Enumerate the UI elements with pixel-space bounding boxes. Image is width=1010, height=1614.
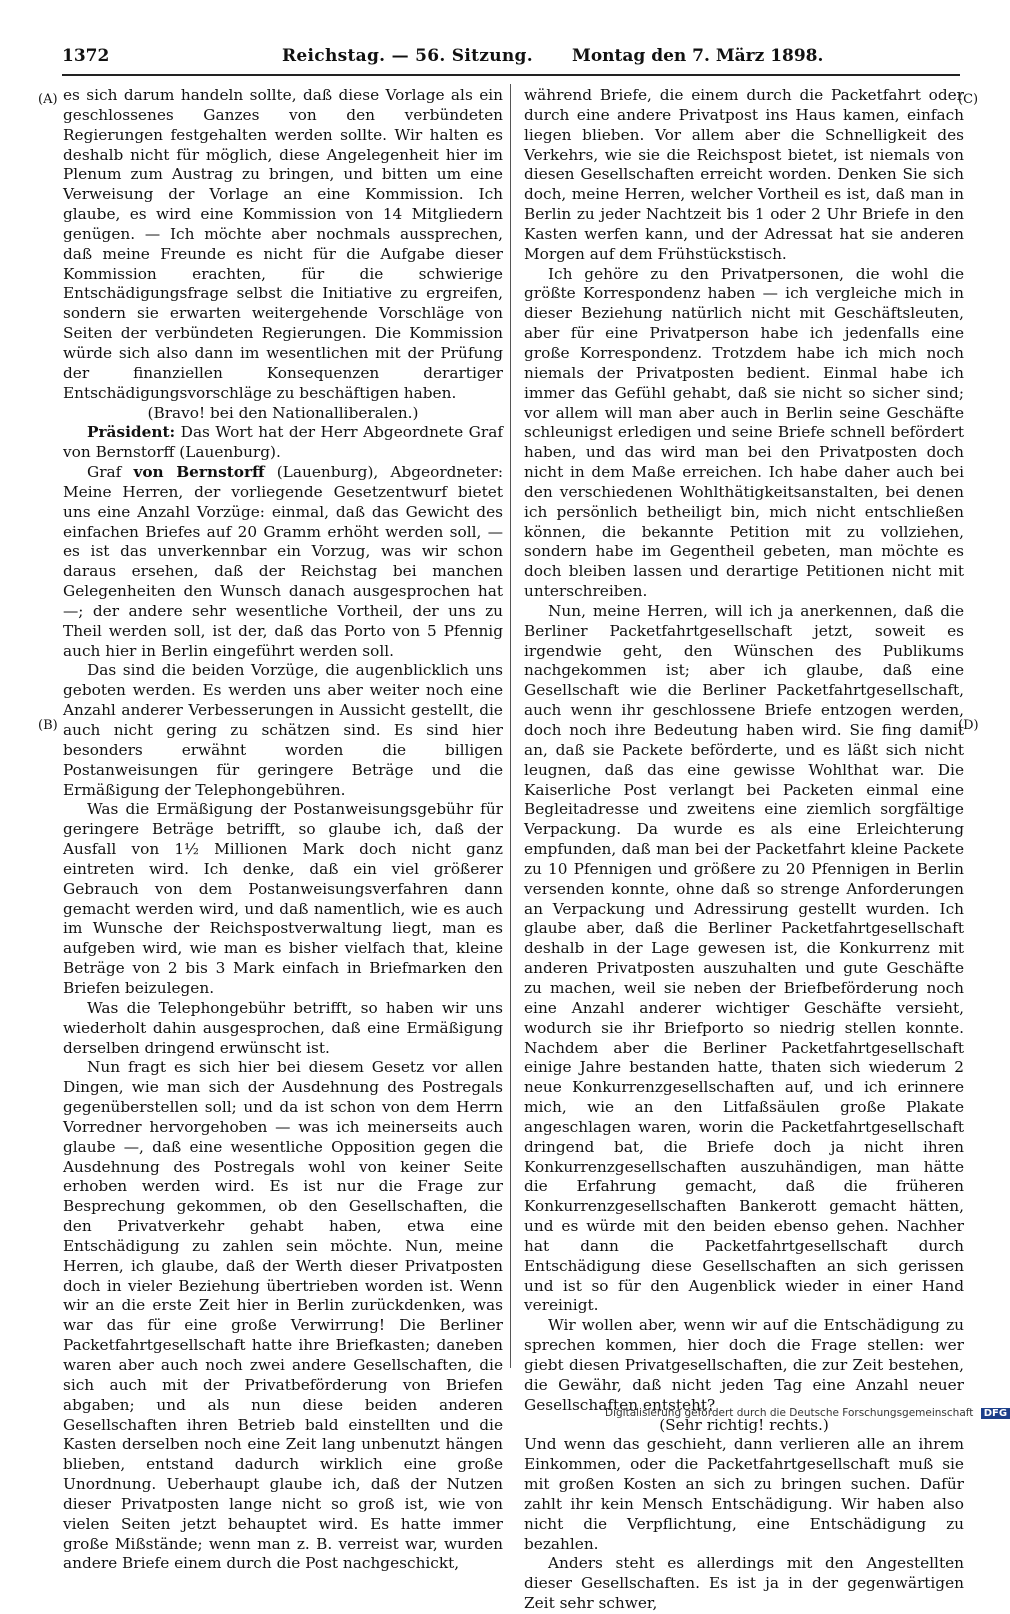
- header-rule: [62, 74, 960, 76]
- paragraph: während Briefe, die einem durch die Packetfahrt oder durch eine andere Privatpost ins Haus kamen, einfach liegen blieben. Vor allem aber die Schnelligkeit des Verkehrs, wie sie die Reichspost bietet, ist niemals von diesen Gesellschaften erreicht worden. Denken Sie sich doch, meine Herren, welcher Vortheil es ist, daß man in Berlin zu jeder Nachtzeit bis 1 oder 2 Uhr Briefe in den Kasten werfen kann, und der Adressat hat sie anderen Morgen auf dem Frühstückstisch.: [524, 86, 964, 263]
- paragraph: Nun, meine Herren, will ich ja anerkennen, daß die Berliner Packetfahrtgesellschaft jetzt, soweit es irgendwie geht, den Wünschen des Publikums nachgekommen ist; aber ich glaube, daß eine Gesellschaft wie die Berliner Packetfahrtgesellschaft, auch wenn ihr geschlossene Briefe entzogen werden, doch noch ihre Bedeutung haben wird. Sie fing damit an, daß sie Packete beförderte, und es läßt sich nicht leugnen, daß das eine gewisse Wohlthat war. Die Kaiserliche Post verlangt bei Packeten einmal eine Begleitadresse und zweitens eine ziemlich sorgfältige Verpackung. Da wurde es als eine Erleichterung empfunden, daß man bei der Packetfahrt kleine Packete zu 10 Pfennigen und größere zu 20 Pfennigen in Berlin versenden konnte, ohne daß so strenge Anforderungen an Verpackung und Adressirung gestellt wurden. Ich glaube aber, daß die Berliner Packetfahrtgesellschaft deshalb in der Lage gewesen ist, die Konkurrenz mit anderen Privatposten auszuhalten und gute Geschäfte zu machen, weil sie neben der Briefbeförderung noch eine Anzahl anderer wichtiger Geschäfte versieht, wodurch sie ihr Briefporto so niedrig stellen konnte. Nachdem aber die Berliner Packetfahrtgesellschaft einige Jahre bestanden hatte, thaten sich wiederum 2 neue Konkurrenzgesellschaften auf, und ich erinnere mich, wie an den Litfaßsäulen große Plakate angeschlagen waren, worin die Packetfahrtgesellschaft dringend bat, die Briefe doch ja nicht ihren Konkurrenzgesellschaften auszuhändigen, man hätte die Erfahrung gemacht, daß die früheren Konkurrenzgesellschaften Bankerott gemacht hätten, und es würde mit den beiden ebenso gehen. Nachher hat dann die Packetfahrtgesellschaft durch Entschädigung diese Gesellschaften an sich gerissen und ist so für den Augenblick wieder in einer Hand vereinigt.: [524, 601, 964, 1315]
- paragraph: Ich gehöre zu den Privatpersonen, die wohl die größte Korrespondenz haben — ich vergleiche mich in dieser Beziehung natürlich nicht mit Geschäftsleuten, aber für eine Privatperson habe ich jedenfalls eine große Korrespondenz. Trotzdem habe ich mich noch niemals der Privatposten bedient. Einmal habe ich immer das Gefühl gehabt, daß sie nicht so sicher sind; vor allem will man aber auch in Berlin seine Geschäfte schleunigst erledigen und seine Briefe schnell befördert haben, und das wird man bei den Privatposten doch nicht in dem Maße erreichen. Ich habe daher auch bei den verschiedenen Wohlthätigkeitsanstalten, bei denen ich persönlich betheiligt bin, mich nicht entschließen können, die bekannte Petition mit zu vollziehen, sondern habe im Gegentheil gebeten, man möchte es doch bleiben lassen und derartige Petitionen nicht mit unterschreiben.: [524, 264, 964, 601]
- paragraph: Anders steht es allerdings mit den Angestellten dieser Gesellschaften. Es ist ja in der gegenwärtigen Zeit sehr schwer,: [524, 1554, 964, 1613]
- margin-mark-d: (D): [958, 718, 979, 733]
- paragraph: Wir wollen aber, wenn wir auf die Entschädigung zu sprechen kommen, hier doch die Frage stellen: wer giebt diesen Privatgesellschaften, die zur Zeit bestehen, die Gewähr, daß nicht jeden Tag eine Anzahl neuer Gesellschaften entsteht?: [524, 1316, 964, 1414]
- margin-mark-a: (A): [38, 92, 58, 107]
- paragraph: Nun fragt es sich hier bei diesem Gesetz vor allen Dingen, wie man sich der Ausdehnung des Postregals gegenüberstellen soll; und da ist schon von dem Herrn Vorredner hervorgehoben — was ich meinerseits auch glaube —, daß eine wesentliche Opposition gegen die Ausdehnung des Postregals wohl von keiner Seite erhoben werden wird. Es ist nur die Frage zur Besprechung gekommen, ob den Gesellschaften, die den Privatverkehr gehabt haben, etwa eine Entschädigung zu zahlen sein möchte. Nun, meine Herren, ich glaube, daß der Werth dieser Privatposten doch in vieler Beziehung übertrieben worden ist. Wenn wir an die erste Zeit hier in Berlin zurückdenken, was war das für eine große Verwirrung! Die Berliner Packetfahrtgesellschaft hatte ihre Briefkasten; daneben waren aber auch noch zwei andere Gesellschaften, die sich auch mit der Privatbeförderung von Briefen abgaben; und als nun diese beiden anderen Gesellschaften ihren Betrieb bald einstellten und die Kasten derselben noch eine Zeit lang unbenutzt hängen blieben, entstand dadurch wirklich eine große Unordnung. Ueberhaupt glaube ich, daß der Nutzen dieser Privatposten lange nicht so groß ist, wie von vielen Seiten jetzt behauptet wird. Es hatte immer große Mißstände; wenn man z. B. verreist war, wurden andere Briefe einem durch die Post nachgeschickt,: [63, 1058, 503, 1573]
- page-header: [62, 40, 967, 76]
- paragraph: Und wenn das geschieht, dann verlieren alle an ihrem Einkommen, oder die Packetfahrtgesellschaft muß sie mit großen Kosten an sich zu bringen suchen. Dafür zahlt ihr kein Mensch Entschädigung. Wir haben also nicht die Verpflichtung, eine Entschädigung zu bezahlen.: [524, 1435, 964, 1553]
- paragraph: es sich darum handeln sollte, daß diese Vorlage als ein geschlossenes Ganzes von den verbündeten Regierungen festgehalten werden sollte. Wir halten es deshalb nicht für möglich, diese Angelegenheit hier im Plenum zum Austrag zu bringen, und bitten um eine Verweisung der Vorlage an eine Kommission. Ich glaube, es wird eine Kommission von 14 Mitgliedern genügen. — Ich möchte aber nochmals aussprechen, daß meine Freunde es nicht für die Aufgabe dieser Kommission erachten, für die schwierige Entschädigungsfrage selbst die Initiative zu ergreifen, sondern sie erwarten weitergehende Vorschläge von Seiten der verbündeten Regierungen. Die Kommission würde sich also dann im wesentlichen mit der Prüfung der finanziellen Konsequenzen derartiger Entschädigungsvorschläge zu beschäftigen haben.: [63, 86, 503, 402]
- margin-mark-c: (C): [958, 92, 979, 107]
- paragraph: Graf von Bernstorff (Lauenburg), Abgeordneter: Meine Herren, der vorliegende Gesetzentwurf bietet uns eine Anzahl Vorzüge: einmal, daß das Gewicht des einfachen Briefes auf 20 Gramm erhöht werden soll, — es ist das unverkennbar ein Vorzug, was wir schon daraus ersehen, daß der Reichstag bei manchen Gelegenheiten den Wunsch danach ausgesprochen hat —; der andere sehr wesentliche Vortheil, der uns zu Theil werden soll, ist der, daß das Porto von 5 Pfennig auch hier in Berlin eingeführt werden soll.: [63, 463, 503, 660]
- paragraph: Was die Telephongebühr betrifft, so haben wir uns wiederholt dahin ausgesprochen, daß eine Ermäßigung derselben dringend erwünscht ist.: [63, 998, 503, 1057]
- running-date: Montag den 7. März 1898.: [572, 46, 824, 66]
- dfg-logo: DFG: [981, 1408, 1010, 1419]
- digitization-footer: [605, 1407, 1008, 1425]
- speaker-name: von Bernstorff: [133, 463, 265, 482]
- paragraph: Das sind die beiden Vorzüge, die augenblicklich uns geboten werden. Es werden uns aber weiter noch eine Anzahl anderer Verbesserungen in Aussicht gestellt, die auch nicht gering zu schätzen sind. Es sind hier besonders erwähnt worden die billigen Postanweisungen für geringere Beträge und die Ermäßigung der Telephongebühren.: [63, 661, 503, 799]
- running-title: Reichstag. — 56. Sitzung.: [282, 46, 533, 66]
- column-divider: [510, 84, 511, 1368]
- right-column: [524, 86, 964, 1614]
- page-number: 1372: [62, 46, 110, 66]
- paragraph: Was die Ermäßigung der Postanweisungsgebühr für geringere Beträge betrifft, so glaube ich, daß der Ausfall von 1½ Millionen Mark doch nicht ganz eintreten wird. Ich denke, daß ein viel größerer Gebrauch von dem Postanweisungsverfahren dann gemacht werden wird, und daß namentlich, wie es auch im Wunsche der Reichspostverwaltung liegt, man es aufgeben wird, wie man es bisher vielfach that, kleine Beträge von 2 bis 3 Mark einfach in Briefmarken den Briefen beizulegen.: [63, 800, 503, 997]
- margin-mark-b: (B): [38, 718, 58, 733]
- speaker-label: Präsident:: [87, 423, 176, 442]
- paragraph: Präsident: Das Wort hat der Herr Abgeordnete Graf von Bernstorff (Lauenburg).: [63, 423, 503, 462]
- left-column: [63, 86, 503, 1574]
- interjection: (Sehr richtig! rechts.): [659, 1415, 829, 1434]
- interjection: (Bravo! bei den Nationalliberalen.): [147, 403, 419, 422]
- footer-text: Digitalisierung gefördert durch die Deutsche Forschungsgemeinschaft: [605, 1407, 974, 1419]
